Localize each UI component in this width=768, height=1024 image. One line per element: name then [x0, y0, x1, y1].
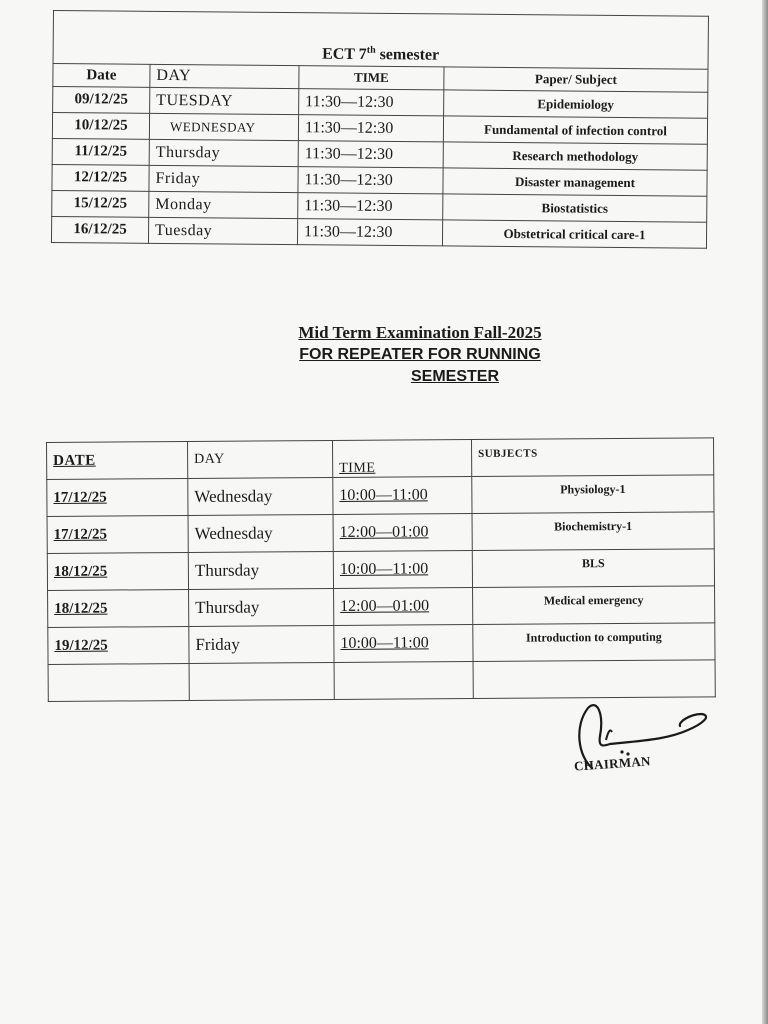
exam-heading [250, 322, 590, 388]
header-time: TIME [299, 66, 444, 90]
cell-date: 18/12/25 [47, 553, 188, 591]
table-row [51, 216, 706, 248]
table-row [47, 549, 714, 591]
header-date: DATE [47, 442, 188, 480]
cell-subject: Obstetrical critical care-1 [442, 220, 706, 248]
heading-line-2: FOR REPEATER FOR RUNNING [299, 346, 541, 363]
header-row [47, 438, 714, 480]
table-row [48, 623, 715, 665]
cell-empty [189, 662, 334, 700]
table-row [47, 475, 714, 517]
cell-time: 12:00—01:00 [334, 588, 473, 626]
cell-day: Tuesday [148, 217, 297, 244]
page-edge [762, 0, 768, 1024]
cell-time: 11:30—12:30 [298, 141, 443, 168]
cell-date: 19/12/25 [48, 627, 189, 665]
header-date: Date [53, 64, 150, 88]
cell-date: 11/12/25 [52, 138, 149, 165]
ect-schedule-table [51, 10, 709, 249]
cell-time: 11:30—12:30 [299, 89, 444, 116]
heading-line-3: SEMESTER [410, 368, 499, 385]
header-subjects: SUBJECTS [471, 438, 713, 477]
cell-date: 15/12/25 [52, 190, 149, 217]
table-row [48, 586, 715, 628]
cell-subject: Disaster management [443, 168, 707, 196]
cell-date: 17/12/25 [47, 479, 188, 517]
header-subject: Paper/ Subject [444, 67, 708, 92]
cell-day: Friday [189, 625, 334, 663]
cell-time: 12:00—01:00 [333, 514, 472, 552]
cell-date: 10/12/25 [52, 113, 149, 140]
table-row [47, 512, 714, 554]
cell-day: Wednesday [188, 514, 333, 552]
cell-empty [334, 662, 473, 700]
cell-time: 11:30—12:30 [298, 115, 443, 142]
cell-subject: Introduction to computing [473, 623, 715, 662]
cell-date: 17/12/25 [47, 516, 188, 554]
cell-day: Monday [149, 191, 298, 218]
cell-subject: Medical emergency [473, 586, 715, 625]
cell-date: 12/12/25 [52, 164, 149, 191]
cell-day: Thursday [149, 139, 298, 166]
signatory-title: CHAIRMAN [573, 753, 652, 774]
cell-subject: Epidemiology [444, 90, 708, 118]
cell-time: 11:30—12:30 [298, 167, 443, 194]
cell-time: 10:00—11:00 [333, 477, 472, 515]
header-time: TIME [332, 440, 471, 478]
cell-empty [473, 660, 715, 699]
cell-time: 10:00—11:00 [334, 625, 473, 663]
cell-subject: Biostatistics [443, 194, 707, 222]
cell-time: 11:30—12:30 [298, 193, 443, 220]
cell-subject: Biochemistry-1 [472, 512, 714, 551]
cell-date: 18/12/25 [48, 590, 189, 628]
heading-line-1: Mid Term Examination Fall-2025 [298, 323, 542, 342]
header-day: DAY [150, 64, 299, 88]
cell-day: Friday [149, 165, 298, 192]
cell-time: 10:00—11:00 [333, 551, 472, 589]
cell-subject: Fundamental of infection control [443, 116, 707, 144]
table-title [53, 11, 708, 70]
title-main: ECT 7 [322, 45, 367, 63]
title-superscript: th [366, 44, 376, 56]
cell-subject: Physiology-1 [472, 475, 714, 514]
title-suffix: semester [375, 45, 440, 64]
cell-day: TUESDAY [150, 87, 299, 114]
cell-day: Thursday [189, 588, 334, 626]
cell-day: Thursday [188, 551, 333, 589]
cell-day: WEDNESDAY [149, 113, 298, 140]
cell-subject: Research methodology [443, 142, 707, 170]
header-day: DAY [188, 440, 333, 478]
cell-date: 16/12/25 [51, 216, 148, 243]
table-title-row [53, 11, 708, 70]
cell-day: Wednesday [188, 477, 333, 515]
cell-date: 09/12/25 [53, 87, 150, 114]
cell-subject: BLS [472, 549, 714, 588]
cell-empty [48, 664, 189, 702]
repeater-schedule-table [46, 437, 716, 702]
cell-time: 11:30—12:30 [297, 219, 442, 246]
